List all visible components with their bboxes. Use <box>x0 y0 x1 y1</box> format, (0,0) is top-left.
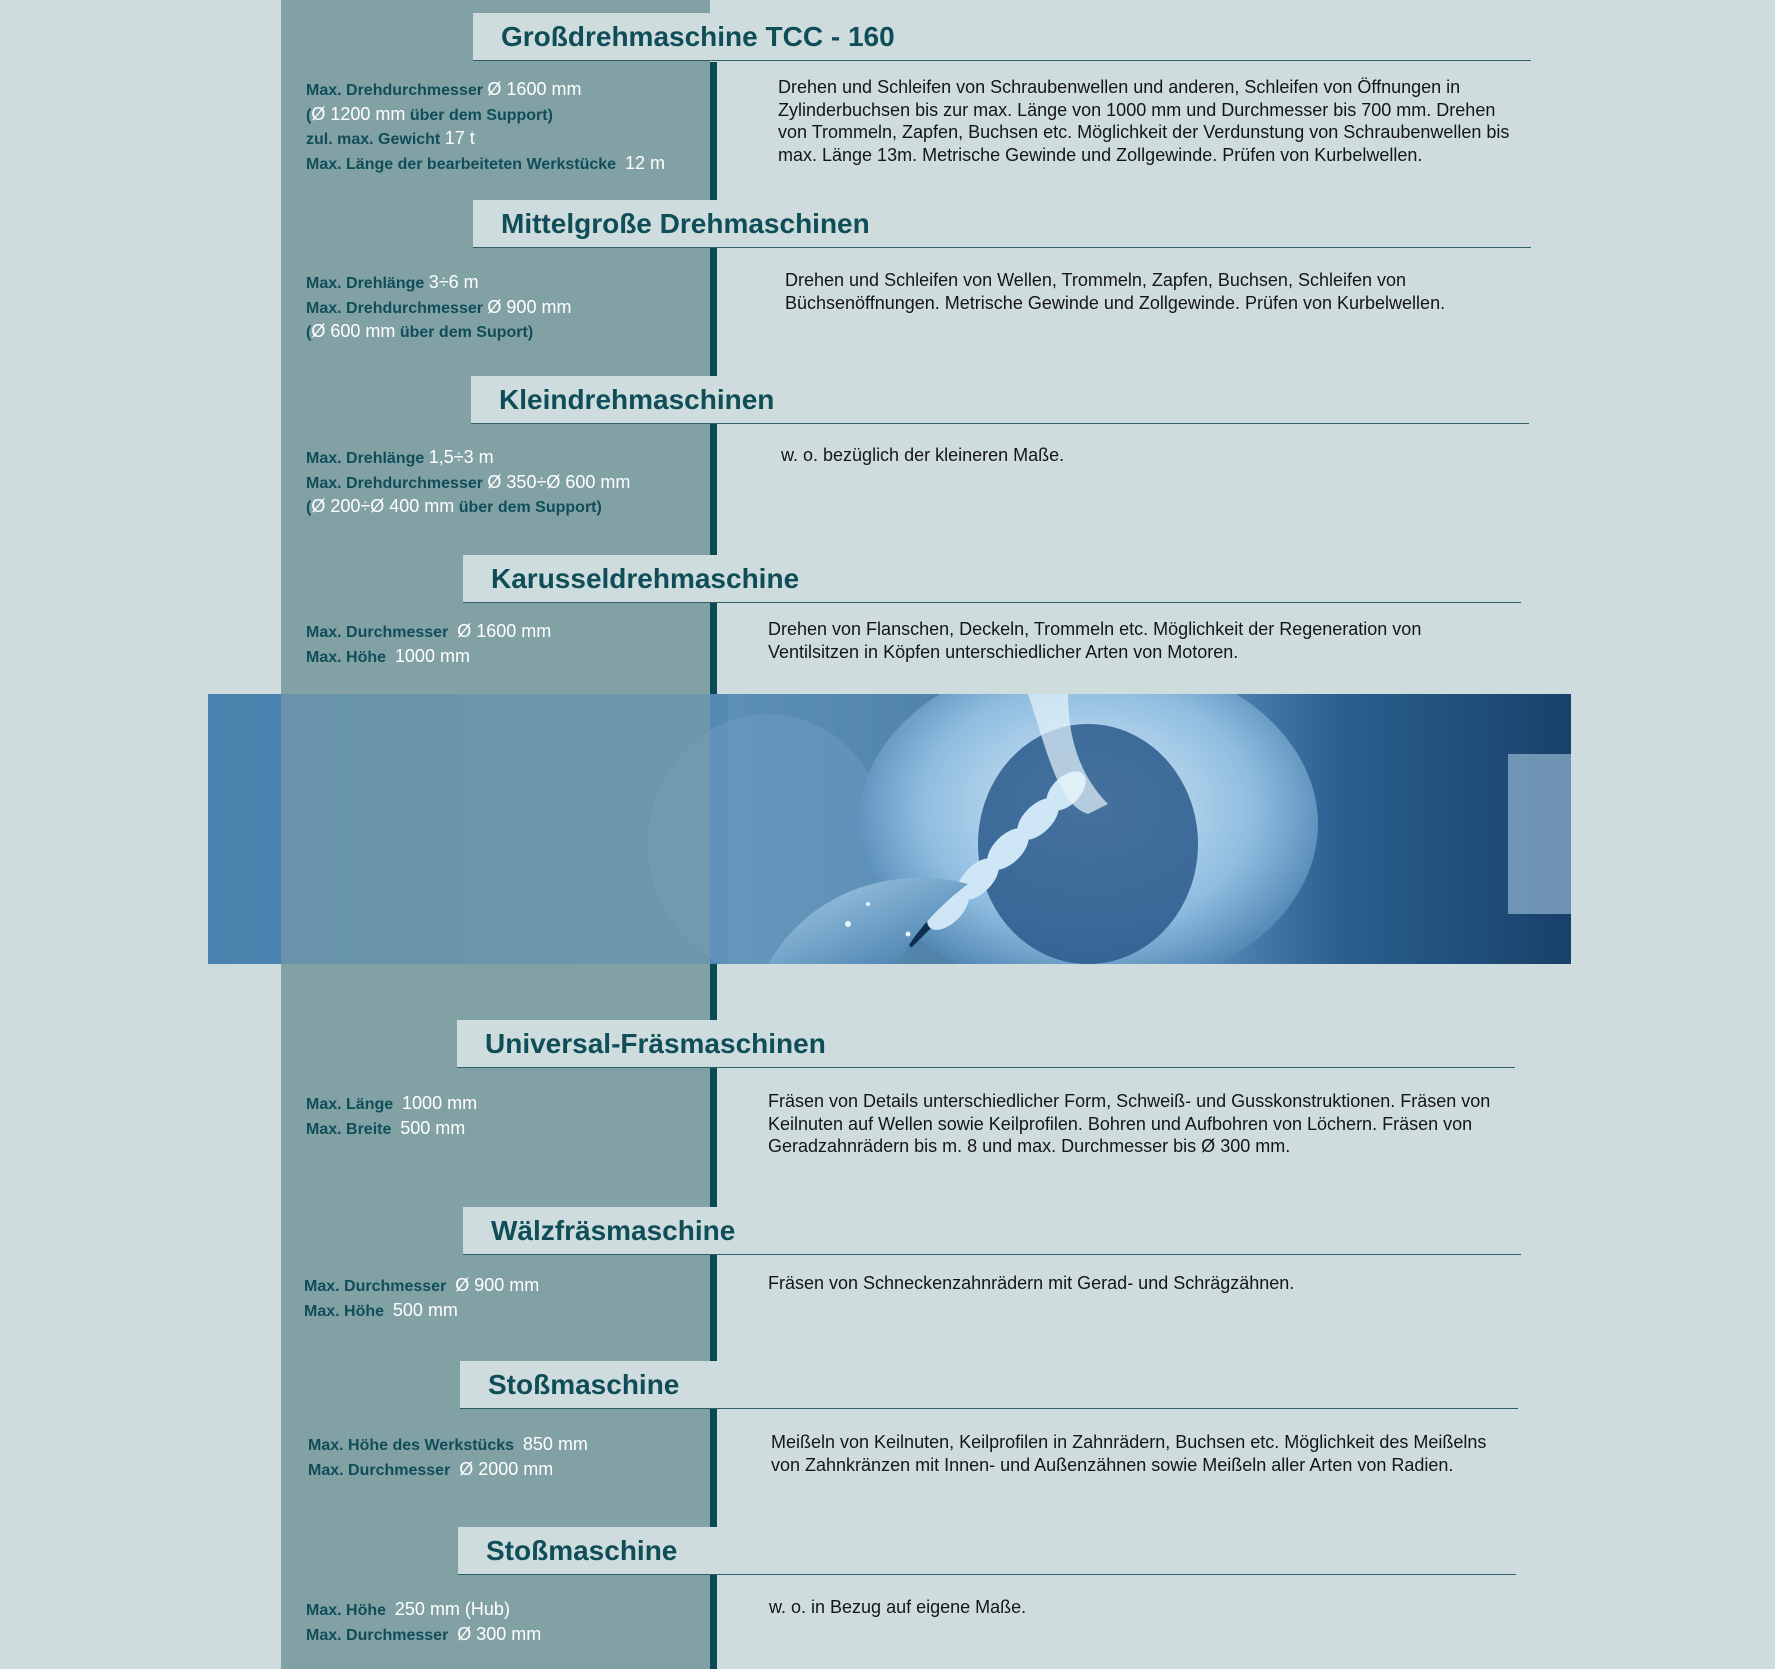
spec-value: Ø 350÷Ø 600 mm <box>487 471 631 492</box>
spec-value: Ø 1600 mm <box>487 79 582 99</box>
section-title: Universal-Fräsmaschinen <box>485 1028 826 1059</box>
spec-key: Max. Drehlänge <box>306 450 425 467</box>
spec-key: über dem Support) <box>409 106 553 124</box>
spec-key: Max. Durchmesser <box>304 1278 447 1295</box>
spec-key: Max. Höhe <box>306 1602 387 1619</box>
spec-key: Max. Durchmesser <box>308 1461 451 1479</box>
spec-key: Max. Breite <box>306 1120 392 1138</box>
spec-value: Ø 300 mm <box>457 1623 542 1644</box>
spec-line <box>306 1598 541 1623</box>
spec-value: Ø 900 mm <box>487 296 572 317</box>
spec-line <box>306 1117 477 1142</box>
spec-list <box>306 620 551 669</box>
section-heading <box>473 13 1531 61</box>
spec-line <box>306 495 630 520</box>
spec-value: 1000 mm <box>402 1093 478 1113</box>
spec-key: über dem Suport) <box>399 324 534 341</box>
spec-key: Max. Höhe <box>306 648 387 666</box>
spec-value: 850 mm <box>522 1434 588 1454</box>
section-heading <box>471 376 1529 424</box>
spec-value: 500 mm <box>392 1299 458 1320</box>
spec-key: Max. Drehlänge <box>306 275 425 292</box>
section-title: Großdrehmaschine TCC - 160 <box>501 21 895 52</box>
lathe-photo <box>208 694 1571 964</box>
section-description: Drehen und Schleifen von Schraubenwellen und anderen, Schleifen von Öffnungen in Zylinderbuchsen bis zur max. Länge von 1000 mm und Durchmesser bis 700 mm. Drehen von Trommeln, Zapfen, Buchsen etc. Möglichkeit der Verdunstung von Schraubenwellen bis max. Länge 13m. Metrische Gewinde und Zollgewinde. Prüfen von Kurbelwellen. <box>778 77 1510 165</box>
spec-value: Ø 2000 mm <box>459 1458 554 1479</box>
photo-band-overlay <box>281 694 710 964</box>
spec-key: Max. Drehdurchmesser <box>306 299 483 317</box>
spec-value: 1,5÷3 m <box>428 447 494 467</box>
spec-value: Ø 600 mm <box>311 321 396 341</box>
section-heading <box>460 1361 1518 1409</box>
spec-value: Ø 1200 mm <box>311 103 406 124</box>
section-heading <box>463 555 1521 603</box>
spec-list <box>306 78 665 176</box>
spec-line <box>306 78 665 103</box>
section-heading <box>458 1527 1516 1575</box>
spec-value: Ø 1600 mm <box>457 621 552 641</box>
section-description: w. o. bezüglich der kleineren Maße. <box>781 445 1065 465</box>
section-heading <box>463 1207 1521 1255</box>
spec-line <box>304 1274 539 1299</box>
spec-line <box>306 620 551 645</box>
spec-value: 250 mm (Hub) <box>394 1599 510 1619</box>
spec-key: ( <box>306 106 312 124</box>
spec-key: Max. Höhe des Werkstücks <box>308 1437 515 1454</box>
spec-list <box>306 446 630 520</box>
spec-key: ( <box>306 499 312 516</box>
spec-list <box>304 1274 539 1323</box>
section-title: Karusseldrehmaschine <box>491 563 800 594</box>
spec-list <box>306 1598 541 1647</box>
spec-list <box>308 1433 588 1482</box>
spec-line <box>306 320 571 345</box>
section-title: Stoßmaschine <box>488 1369 680 1400</box>
spec-value: 1000 mm <box>394 645 470 666</box>
spec-line <box>306 271 571 296</box>
spec-value: 17 t <box>444 128 475 148</box>
spec-value: Ø 200÷Ø 400 mm <box>311 496 455 516</box>
spec-line <box>306 446 630 471</box>
section-heading <box>457 1020 1515 1068</box>
spec-list <box>306 1092 477 1141</box>
section-title: Mittelgroße Drehmaschinen <box>501 208 870 239</box>
spec-key: über dem Support) <box>458 499 602 516</box>
spec-line <box>306 152 665 177</box>
spec-value: 500 mm <box>400 1117 466 1138</box>
spec-value: 3÷6 m <box>428 272 479 292</box>
section-description: Fräsen von Details unterschiedlicher Form, Schweiß- und Gusskonstruktionen. Fräsen von Keilnuten auf Wellen sowie Keilprofilen. Bohren und Aufbohren von Löchern. Fräsen von Geradzahnrädern bis m. 8 und max. Durchmesser bis Ø 300 mm. <box>768 1091 1491 1156</box>
spec-line <box>304 1299 539 1324</box>
spec-value: Ø 900 mm <box>455 1275 540 1295</box>
section-title: Kleindrehmaschinen <box>499 384 775 415</box>
spec-line <box>306 645 551 670</box>
spec-line <box>306 127 665 152</box>
spec-key: Max. Drehdurchmesser <box>306 474 483 492</box>
spec-key: zul. max. Gewicht <box>306 131 441 148</box>
spec-key: Max. Höhe <box>304 1302 385 1320</box>
section-description: Fräsen von Schneckenzahnrädern mit Gerad- und Schrägzähnen. <box>768 1273 1295 1293</box>
spec-key: Max. Durchmesser <box>306 624 449 641</box>
section-title: Wälzfräsmaschine <box>491 1215 736 1246</box>
spec-line <box>306 103 665 128</box>
spec-key: Max. Länge der bearbeiteten Werkstücke <box>306 155 617 173</box>
spec-key: ( <box>306 324 312 341</box>
spec-line <box>306 1092 477 1117</box>
section-description: Meißeln von Keilnuten, Keilprofilen in Zahnrädern, Buchsen etc. Möglichkeit des Meißelns von Zahnkränzen mit Innen- und Außenzähnen sowie Meißeln aller Arten von Radien. <box>771 1432 1487 1475</box>
section-description: Drehen von Flanschen, Deckeln, Trommeln etc. Möglichkeit der Regeneration von Ventilsitzen in Köpfen unterschiedlicher Arten von Motoren. <box>768 619 1422 662</box>
spec-key: Max. Drehdurchmesser <box>306 82 483 99</box>
spec-key: Max. Durchmesser <box>306 1626 449 1644</box>
spec-line <box>306 471 630 496</box>
spec-value: 12 m <box>624 152 665 173</box>
spec-line <box>306 296 571 321</box>
section-heading <box>473 200 1531 248</box>
spec-line <box>308 1433 588 1458</box>
section-description: w. o. in Bezug auf eigene Maße. <box>769 1597 1027 1617</box>
spec-list <box>306 271 571 345</box>
section-description: Drehen und Schleifen von Wellen, Trommeln, Zapfen, Buchsen, Schleifen von Büchsenöffnungen. Metrische Gewinde und Zollgewinde. Prüfen von Kurbelwellen. <box>785 270 1446 313</box>
section-title: Stoßmaschine <box>486 1535 678 1566</box>
spec-line <box>308 1458 588 1483</box>
spec-key: Max. Länge <box>306 1096 394 1113</box>
spec-line <box>306 1623 541 1648</box>
